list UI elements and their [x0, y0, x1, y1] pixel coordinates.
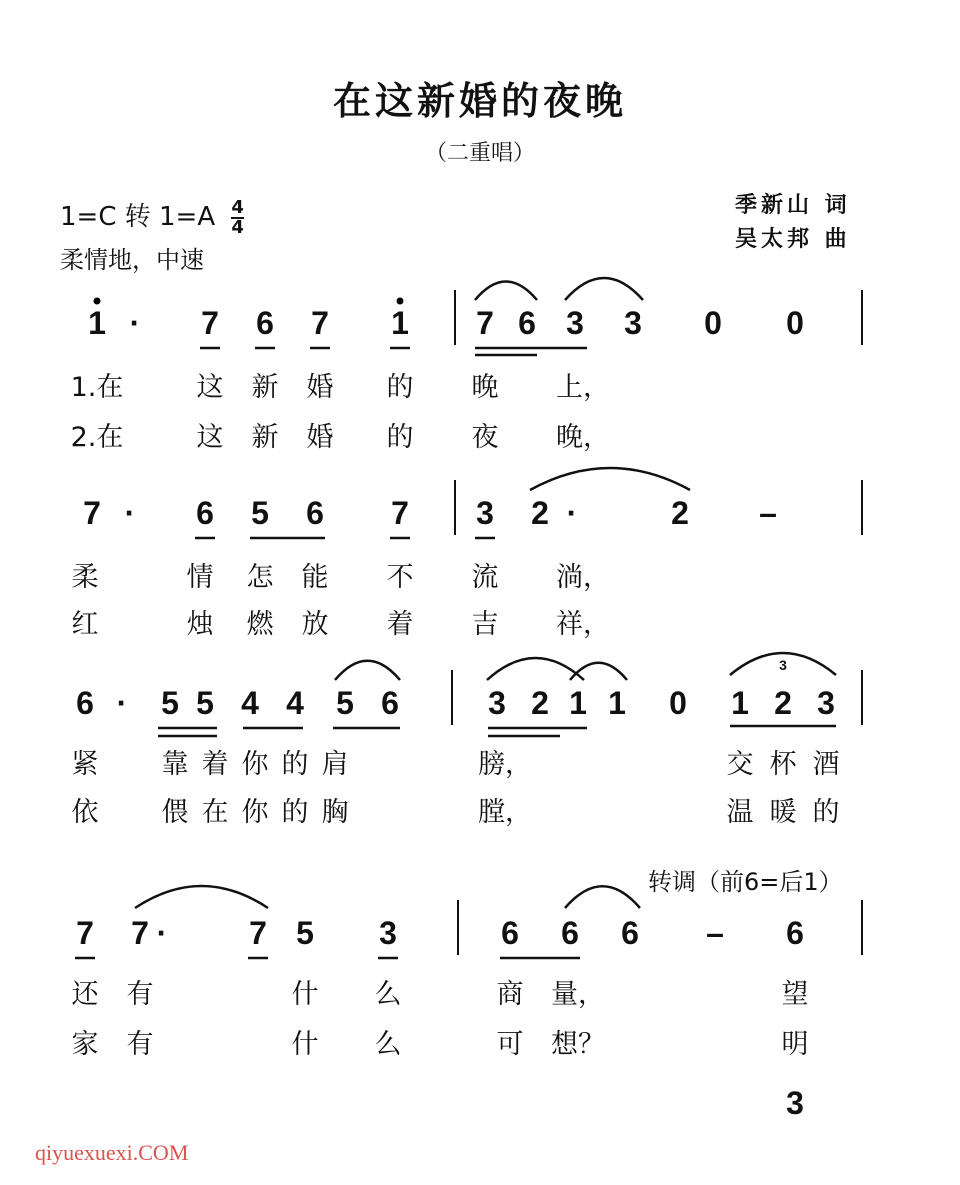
note: 7 — [311, 305, 329, 341]
note: 6 — [561, 915, 579, 951]
high-octave-dot — [94, 298, 101, 305]
lyric-verse-1: 什 — [291, 979, 319, 1010]
lyric-verse-1: 新 — [251, 372, 279, 403]
song-subtitle: （二重唱） — [424, 141, 535, 166]
note: 3 — [488, 685, 506, 721]
lyric-verse-2: 明 — [781, 1029, 809, 1060]
note: 3 — [476, 495, 494, 531]
lyric-verse-1: 情 — [186, 562, 214, 593]
lyric-verse-2: 着 — [386, 609, 414, 640]
lyric-verse-1: 有 — [126, 979, 154, 1010]
slur-arc — [530, 468, 690, 490]
slur-arc — [565, 886, 640, 908]
lyric-verse-1: 交 — [726, 749, 754, 780]
lyric-verse-2: 夜 — [471, 422, 499, 453]
lyric-verse-2: 胸 — [321, 797, 349, 828]
lyricist-credit: 季新山 词 — [735, 192, 851, 218]
lyric-verse-2: 什 — [291, 1029, 319, 1060]
lyric-verse-2: 燃 — [246, 609, 274, 640]
lyric-verse-2: 2.在 — [70, 422, 124, 453]
lyric-verse-2: 的 — [281, 797, 309, 828]
lyric-verse-1: 的 — [281, 749, 309, 780]
note: 4 — [286, 685, 304, 721]
note: 6 — [76, 685, 94, 721]
augmentation-dot: · — [124, 495, 136, 531]
lyric-verse-1: 柔 — [71, 562, 99, 593]
lyric-verse-2: 烛 — [186, 609, 214, 640]
lyric-verse-1: 膀， — [478, 749, 532, 780]
lyric-verse-2: 偎 — [161, 797, 189, 828]
lyric-verse-1: 上， — [556, 372, 610, 403]
lyric-verse-2: 膛， — [478, 797, 532, 828]
lyric-verse-1: 靠 — [161, 749, 189, 780]
lyric-verse-2: 在 — [201, 797, 229, 828]
lyric-verse-1: 量， — [551, 979, 605, 1010]
lyric-verse-2: 家 — [71, 1029, 99, 1060]
lyric-verse-1: 酒 — [812, 749, 840, 780]
note: 4 — [241, 685, 259, 721]
augmentation-dot: · — [116, 685, 128, 721]
note: 6 — [381, 685, 399, 721]
note: 1 — [391, 305, 409, 341]
time-denominator: 4 — [231, 216, 244, 238]
lyric-verse-2: 可 — [496, 1029, 524, 1060]
note: 6 — [518, 305, 536, 341]
composer-credit: 吴太邦 曲 — [735, 226, 851, 252]
note: 7 — [201, 305, 219, 341]
note: 5 — [296, 915, 314, 951]
slur-arc — [475, 282, 537, 301]
lyric-verse-1: 1.在 — [70, 372, 124, 403]
note: 0 — [786, 305, 804, 341]
note: 2 — [531, 495, 549, 531]
lyric-verse-1: 晚 — [471, 372, 499, 403]
lyric-verse-1: 么 — [374, 979, 402, 1010]
note: 7 — [476, 305, 494, 341]
slur-arc — [565, 278, 643, 300]
lyric-verse-2: 红 — [71, 609, 99, 640]
note: 6 — [786, 915, 804, 951]
triplet-bracket — [730, 653, 836, 675]
song-title: 在这新婚的夜晚 — [332, 78, 627, 123]
lyric-verse-2: 新 — [251, 422, 279, 453]
note: 0 — [669, 685, 687, 721]
lyric-verse-2: 想？ — [551, 1029, 605, 1060]
note: 7 — [83, 495, 101, 531]
lyric-verse-2: 的 — [812, 797, 840, 828]
key-text: 1=C 转 1=A — [60, 202, 216, 232]
lyric-verse-1: 还 — [71, 979, 99, 1010]
lyric-verse-2: 祥， — [556, 609, 610, 640]
lyric-verse-2: 暖 — [769, 797, 797, 828]
lyric-verse-2: 婚 — [306, 422, 334, 453]
augmentation-dot: · — [129, 305, 141, 341]
lyric-verse-1: 杯 — [769, 749, 797, 780]
lyric-verse-1: 望 — [781, 979, 809, 1010]
time-numerator: 4 — [231, 196, 244, 218]
note: – — [706, 915, 724, 951]
lyric-verse-1: 肩 — [321, 749, 349, 780]
lyric-verse-1: 商 — [496, 979, 524, 1010]
note: 5 — [251, 495, 269, 531]
slur-arc — [335, 661, 400, 680]
note: 2 — [671, 495, 689, 531]
lyric-verse-1: 淌， — [556, 562, 610, 593]
note: 5 — [196, 685, 214, 721]
note: 1 — [569, 685, 587, 721]
lyric-verse-2: 么 — [374, 1029, 402, 1060]
modulation-note: 转调（前6=后1） — [648, 868, 843, 896]
note: 6 — [621, 915, 639, 951]
lyric-verse-2: 放 — [301, 609, 329, 640]
tempo-marking: 柔情地，中速 — [60, 246, 204, 274]
note: 7 — [131, 915, 149, 951]
watermark: qiyuexuexi.COM — [35, 1140, 189, 1165]
lyric-verse-2: 有 — [126, 1029, 154, 1060]
harmony-note: 3 — [786, 1085, 804, 1121]
lyric-verse-2: 晚， — [556, 422, 610, 453]
note: 7 — [391, 495, 409, 531]
slur-arc — [487, 658, 584, 680]
slur-arc — [135, 886, 268, 908]
note: 2 — [531, 685, 549, 721]
lyric-verse-1: 的 — [386, 372, 414, 403]
lyric-verse-1: 流 — [471, 562, 499, 593]
augmentation-dot: · — [156, 915, 168, 951]
note: 1 — [731, 685, 749, 721]
note: 0 — [704, 305, 722, 341]
lyric-verse-1: 着 — [201, 749, 229, 780]
slur-arc — [570, 663, 627, 680]
lyric-verse-2: 吉 — [471, 609, 499, 640]
note: 3 — [624, 305, 642, 341]
lyric-verse-1: 这 — [196, 372, 224, 403]
note: 7 — [249, 915, 267, 951]
note: 6 — [306, 495, 324, 531]
note: – — [759, 495, 777, 531]
lyric-verse-1: 能 — [301, 562, 329, 593]
note: 3 — [566, 305, 584, 341]
note: 2 — [774, 685, 792, 721]
lyric-verse-1: 怎 — [246, 562, 274, 593]
note: 3 — [379, 915, 397, 951]
high-octave-dot — [397, 298, 404, 305]
lyric-verse-2: 的 — [386, 422, 414, 453]
note: 1 — [608, 685, 626, 721]
lyric-verse-1: 你 — [241, 749, 269, 780]
lyric-verse-2: 这 — [196, 422, 224, 453]
note: 6 — [196, 495, 214, 531]
note: 3 — [817, 685, 835, 721]
note: 7 — [76, 915, 94, 951]
note: 5 — [336, 685, 354, 721]
note: 1 — [88, 305, 106, 341]
lyric-verse-1: 婚 — [306, 372, 334, 403]
note: 6 — [256, 305, 274, 341]
lyric-verse-2: 温 — [726, 797, 754, 828]
lyric-verse-2: 你 — [241, 797, 269, 828]
lyric-verse-2: 依 — [71, 797, 99, 828]
note: 6 — [501, 915, 519, 951]
note: 5 — [161, 685, 179, 721]
lyric-verse-1: 不 — [386, 562, 414, 593]
triplet-number: 3 — [779, 657, 787, 673]
augmentation-dot: · — [566, 495, 578, 531]
lyric-verse-1: 紧 — [71, 749, 99, 780]
